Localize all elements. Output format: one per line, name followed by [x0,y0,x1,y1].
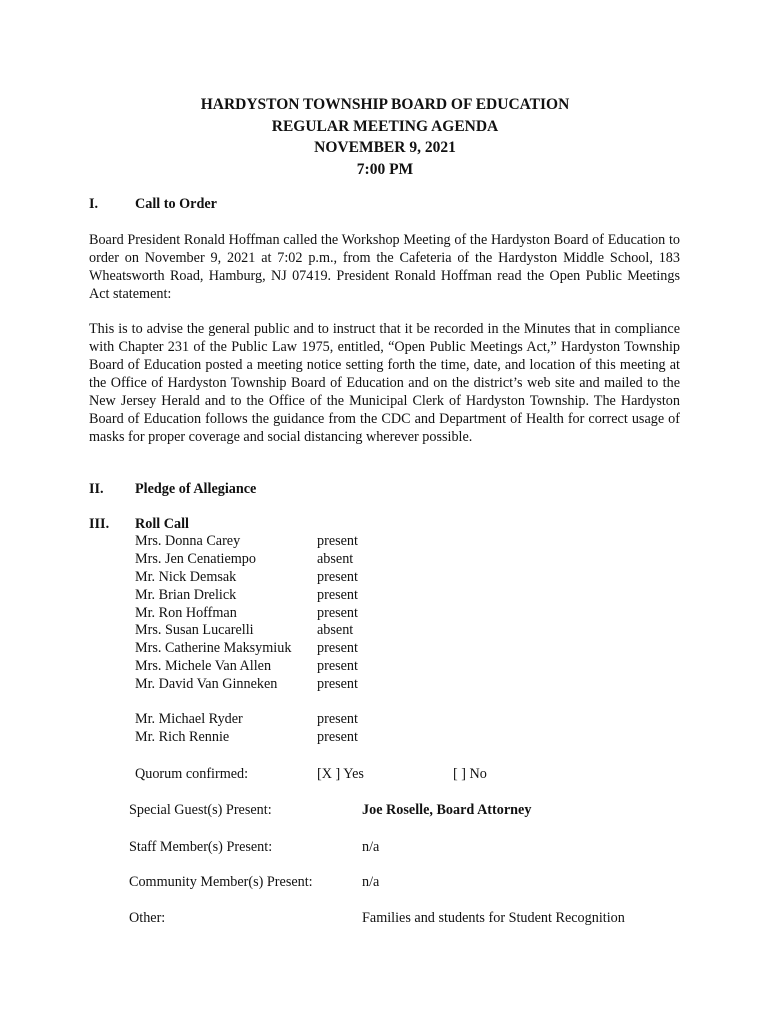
call-to-order-paragraph: Board President Ronald Hoffman called the Workshop Meeting of the Hardyston Board of Education to order on November 9, 2021 at 7:02 p.m., from the Cafeteria of the Hardyston Middle School, 183 Wheatsworth Road, Hamburg, NJ 07419. President Ronald Hoffman read the Open Public Meetings Act statement: [89,232,680,302]
special-guests-label: Special Guest(s) Present: [129,802,272,818]
member-name: Mrs. Jen Cenatiempo [135,550,256,567]
member-name: Mrs. Michele Van Allen [135,658,272,675]
community-members-line [129,873,689,891]
quorum-yes-option: [X ] Yes [317,766,364,782]
document-title [0,94,770,180]
title-time: 7:00 PM [356,160,414,178]
other-label: Other: [129,910,166,926]
member-name: Mr. Ron Hoffman [135,604,237,621]
community-members-value: n/a [362,874,380,890]
staff-members-value: n/a [362,839,380,855]
member-name: Mr. Nick Demsak [135,568,237,585]
section-call-to-order-heading [89,195,217,213]
member-name: Mr. Brian Drelick [135,586,237,603]
member-status: present [317,658,358,675]
section-number: III. [89,516,110,532]
community-members-label: Community Member(s) Present: [129,874,313,890]
member-name: Mr. David Van Ginneken [135,676,278,693]
member-status: absent [317,550,354,567]
quorum-label: Quorum confirmed: [135,766,249,782]
section-title: Call to Order [135,196,217,212]
title-date: NOVEMBER 9, 2021 [314,139,456,156]
section-number: I. [89,196,99,212]
member-status: present [317,586,358,603]
member-status: present [317,728,358,745]
member-name: Mrs. Catherine Maksymiuk [135,640,292,657]
member-status: present [317,604,358,621]
member-status: present [317,676,358,693]
member-status: present [317,711,358,727]
member-status: present [317,568,358,585]
member-status: absent [317,622,354,639]
member-name: Mr. Michael Ryder [135,711,243,727]
member-name: Mrs. Susan Lucarelli [135,622,254,639]
title-board-name: HARDYSTON TOWNSHIP BOARD OF EDUCATION [200,96,570,113]
section-title: Roll Call [135,516,189,532]
section-roll-call-heading [89,515,189,533]
title-meeting-type: REGULAR MEETING AGENDA [271,117,499,135]
special-guests-line [129,801,689,819]
section-number: II. [89,481,104,497]
special-guests-value: Joe Roselle, Board Attorney [362,802,532,818]
section-pledge-heading [89,480,256,498]
other-value: Families and students for Student Recognition [362,910,625,926]
staff-members-line [129,838,689,856]
staff-members-label: Staff Member(s) Present: [129,839,273,855]
member-name: Mrs. Donna Carey [135,533,241,549]
other-attendees-line [129,909,689,927]
quorum-no-option: [ ] No [453,766,487,782]
section-title: Pledge of Allegiance [135,481,257,497]
quorum-line [135,765,535,783]
member-name: Mr. Rich Rennie [135,728,230,745]
open-meetings-act-paragraph: This is to advise the general public and to instruct that it be recorded in the Minutes that in compliance with Chapter 231 of the Public Law 1975, entitled, “Open Public Meetings Act,” Hardyston Township Board of Education posted a meeting notice setting forth the time, date, and location of this meeting at the Office of Hardyston Township Board of Education and on the district’s web site and mailed to the New Jersey Herald and to the Office of the Municipal Clerk of Hardyston Township. The Hardyston Board of Education follows the guidance from the CDC and Department of Health for correct usage of masks for proper coverage and social distancing wherever possible. [89,321,680,445]
member-status: present [317,640,358,657]
member-status: present [317,533,358,549]
